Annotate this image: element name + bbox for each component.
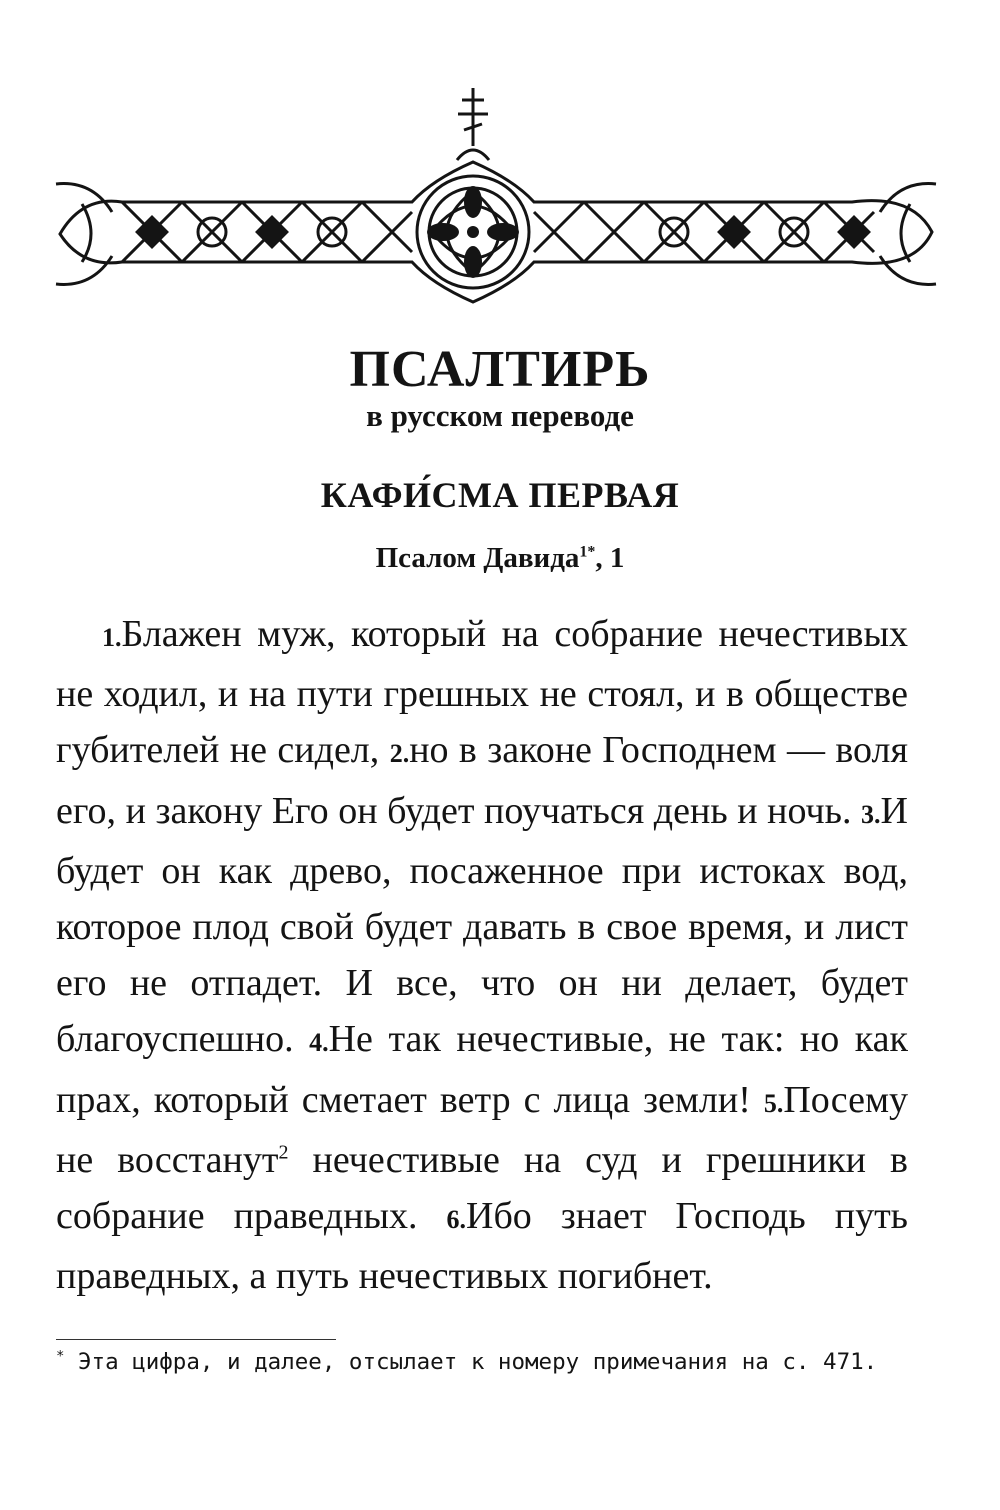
footnote-mark: *	[56, 1348, 65, 1365]
verse-text: Посему не восстанут	[56, 1078, 908, 1181]
psalm-title-footnote-mark: 1*	[579, 543, 596, 561]
verse-number: 2.	[389, 739, 410, 769]
psalm-text	[56, 606, 908, 1304]
footnote-divider	[56, 1339, 336, 1340]
verse-number: 1.	[102, 623, 122, 652]
psalm-number: , 1	[595, 542, 625, 574]
psalm-heading	[0, 542, 1000, 575]
footnote	[56, 1346, 908, 1379]
verse-text: Блажен муж, который на собрание нечестивых не ходил, и на пути грешных не стоял, и в обществе губителей не сидел,	[56, 613, 908, 772]
verse-number: 5.	[763, 1088, 784, 1118]
verse-text: Ибо знает Господь путь праведных, а путь нечестивых погибнет.	[56, 1195, 908, 1298]
psalm-title: Псалом Давида	[375, 542, 580, 574]
verse-number: 4.	[309, 1028, 329, 1058]
verse-number: 6.	[446, 1205, 467, 1235]
verse-number: 3.	[861, 799, 881, 829]
footnote-text: Эта цифра, и далее, отсылает к номеру примечания на с. 471.	[64, 1349, 878, 1375]
verse-text: И будет он как древо, посаженное при истоках вод, которое плод свой будет давать в свое время, и лист его не отпадет. И все, что он ни делает, будет благоуспешно.	[56, 789, 908, 1061]
verse-text: но в законе Господнем — воля его, и закону Его он будет поучаться день и ночь.	[56, 729, 908, 832]
verse-text: нечестивые на суд и грешники в собрание праведных.	[56, 1138, 908, 1238]
page-title: ПСАЛТИРЬ	[349, 341, 651, 398]
page-subtitle: в русском переводе	[366, 398, 634, 433]
footnote-reference: 2	[278, 1141, 289, 1164]
kafisma-heading: КАФИ́СМА ПЕРВАЯ	[320, 475, 680, 515]
verse-text: Не так нечестивые, не так: но как прах, который сметает ветр с лица земли!	[56, 1018, 909, 1121]
celtic-knot-ornament-icon	[52, 84, 942, 306]
